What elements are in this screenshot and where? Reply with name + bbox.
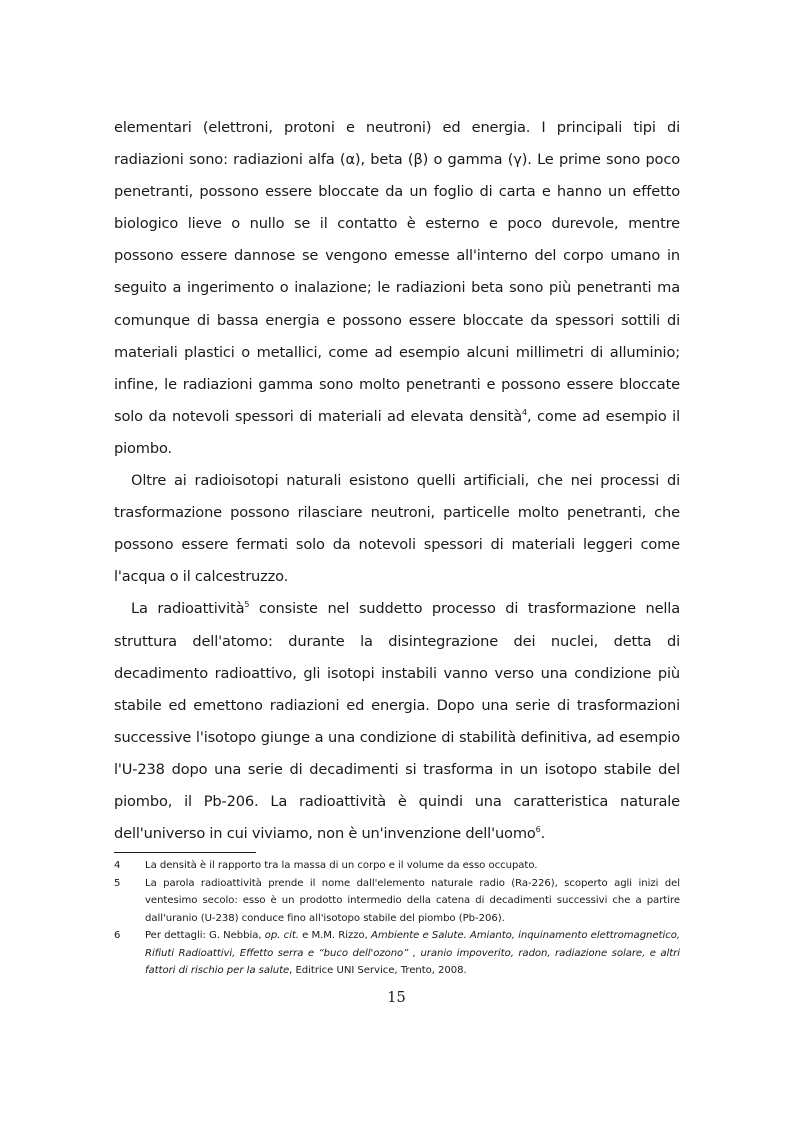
paragraph-radioactivity <box>114 593 680 850</box>
paragraph-text: elementari (elettroni, protoni e neutroni) ed energia. I principali tipi di radiazioni sono: radiazioni alfa (α), beta (β) o gamma (γ). Le prime sono poco penetranti, possono essere bloccate da un foglio di carta e hanno un effetto biologico lieve o nullo se il contatto è esterno e poco durevole, mentre possono essere dannose se vengono emesse all'interno del corpo umano in seguito a ingerimento o inalazione; le radiazioni beta sono più penetranti ma comunque di bassa energia e possono essere bloccate da spessori sottili di materiali plastici o metallici, come ad esempio alcuni millimetri di alluminio; infine, le radiazioni gamma sono molto penetranti e possono essere bloccate solo da notevoli spessori di materiali ad elevata densità <box>114 119 680 425</box>
footnote-4 <box>114 857 680 875</box>
footnote-text: Per dettagli: G. Nebbia, op. cit. e M.M. Rizzo, Ambiente e Salute. Amianto, inquinamento elettromagnetico, Rifiuti Radioattivi, Effetto serra e “buco dell'ozono” , uranio impoverito, radon, radiazione solare, e altri fattori di rischio per la salute, Editrice UNI Service, Trento, 2008. <box>145 930 681 976</box>
footnotes <box>114 857 680 980</box>
footnote-5 <box>114 875 680 928</box>
page-number: 15 <box>387 990 406 1006</box>
footnote-number: 4 <box>114 860 121 871</box>
footnote-ref-6[interactable]: 6 <box>535 825 541 835</box>
footnote-number: 5 <box>114 877 121 889</box>
footnote-number: 6 <box>114 930 121 941</box>
paragraph-text: consiste nel suddetto processo di trasformazione nella struttura dell'atomo: durante la disintegrazione dei nuclei, detta di decadimento radioattivo, gli isotopi instabili vanno verso una condizione più stabile ed emettono radiazioni ed energia. Dopo una serie di trasformazioni successive l'isotopo giunge a una condizione di stabilità definitiva, ad esempio l'U-238 dopo una serie di decadimenti si trasforma in un isotopo stabile del piombo, il Pb-206. La radioattività è quindi una caratteristica naturale dell'universo in cui viviamo, non è un'invenzione dell'uomo <box>114 600 681 843</box>
paragraph-text: La radioattività <box>131 600 245 618</box>
paragraph-text: Oltre ai radioisotopi naturali esistono quelli artificiali, che nei processi di trasformazione possono rilasciare neutroni, particelle molto penetranti, che possono essere fermati solo da notevoli spessori di materiali leggeri come l'acqua o il calcestruzzo. <box>114 472 680 586</box>
citation-book-title: Ambiente e Salute. Amianto, inquinamento elettromagnetico, Rifiuti Radioattivi, Effetto serra e “buco dell'ozono” , uranio impoverito, radon, radiazione solare, e altri fattori di rischio per la salute <box>145 930 681 976</box>
footnote-text: La densità è il rapporto tra la massa di un corpo e il volume da esso occupato. <box>145 860 538 871</box>
footnote-ref-5[interactable]: 5 <box>244 600 250 610</box>
paragraph-text: . <box>540 825 546 843</box>
paragraph-artificial-isotopes <box>114 465 680 593</box>
citation-op-cit: op. cit. <box>264 930 299 941</box>
body-text <box>114 112 680 850</box>
footnote-text: La parola radioattività prende il nome dall'elemento naturale radio (Ra-226), scoperto agli inizi del ventesimo secolo: esso è un prodotto intermedio della catena di decadimenti successivi che a partire dall'uranio (U-238) conduce fino all'isotopo stabile del piombo (Pb-206). <box>145 877 680 924</box>
footnote-ref-4[interactable]: 4 <box>522 407 527 417</box>
paragraph-text: , come ad esempio il piombo. <box>114 407 680 457</box>
paragraph-radiation-types <box>114 112 680 465</box>
footnote-separator <box>114 852 256 853</box>
footnote-6 <box>114 927 680 980</box>
